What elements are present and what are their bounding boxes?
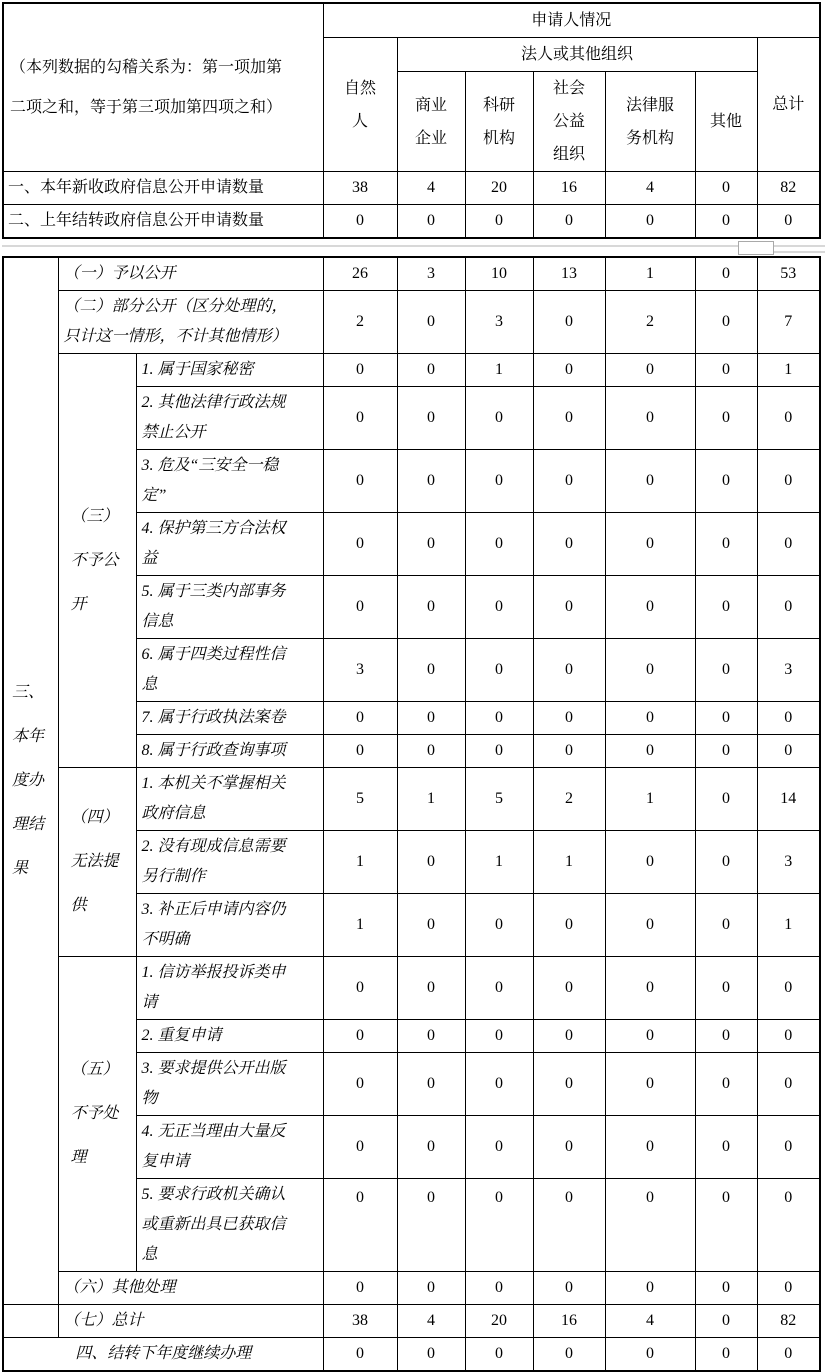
value-cell: 0	[533, 1116, 605, 1179]
separator-line	[2, 245, 825, 247]
value-cell: 0	[757, 387, 820, 450]
value-cell: 0	[695, 1305, 757, 1338]
value-cell: 4	[605, 1305, 695, 1338]
value-cell: 0	[533, 513, 605, 576]
value-cell: 0	[397, 831, 465, 894]
value-cell: 0	[465, 894, 533, 957]
value-cell: 0	[605, 1116, 695, 1179]
value-cell: 0	[323, 354, 397, 387]
value-cell: 0	[533, 1272, 605, 1305]
value-cell: 0	[465, 1053, 533, 1116]
value-cell: 0	[695, 576, 757, 639]
value-cell: 0	[757, 1053, 820, 1116]
row-label-carryover-next-year: 四、结转下年度继续办理	[3, 1338, 323, 1372]
value-cell: 0	[465, 205, 533, 239]
value-cell: 0	[465, 1338, 533, 1372]
value-cell: 0	[757, 957, 820, 1020]
value-cell: 0	[757, 735, 820, 768]
value-cell: 16	[533, 1305, 605, 1338]
value-cell: 0	[397, 354, 465, 387]
value-cell: 0	[695, 1272, 757, 1305]
item-label: 2. 没有现成信息需要另行制作	[136, 831, 323, 894]
value-cell: 0	[323, 735, 397, 768]
table-separator	[2, 239, 825, 256]
value-cell: 0	[533, 450, 605, 513]
value-cell: 0	[605, 387, 695, 450]
value-cell: 0	[605, 1020, 695, 1053]
row-label: （一）予以公开	[58, 257, 323, 291]
value-cell: 0	[605, 831, 695, 894]
value-cell: 0	[757, 513, 820, 576]
value-cell: 0	[605, 1272, 695, 1305]
table-row	[3, 354, 820, 387]
header-applicant-type: 科研机构	[465, 72, 533, 172]
group-label: （五）不予处理	[58, 957, 136, 1272]
value-cell: 1	[465, 354, 533, 387]
header-applicant-type: 商业企业	[397, 72, 465, 172]
value-cell: 0	[465, 1272, 533, 1305]
value-cell: 4	[605, 172, 695, 205]
value-cell: 13	[533, 257, 605, 291]
value-cell: 0	[605, 702, 695, 735]
value-cell: 1	[605, 768, 695, 831]
header-applicant-type: 社会公益组织	[533, 72, 605, 172]
value-cell: 0	[757, 1116, 820, 1179]
header-total: 总计	[757, 38, 820, 172]
value-cell: 0	[465, 513, 533, 576]
item-label: 5. 要求行政机关确认或重新出具已获取信息	[136, 1179, 323, 1272]
value-cell: 0	[323, 450, 397, 513]
table-resize-handle[interactable]	[738, 241, 774, 255]
value-cell: 0	[695, 702, 757, 735]
value-cell: 38	[323, 172, 397, 205]
item-label: 4. 保护第三方合法权益	[136, 513, 323, 576]
value-cell: 0	[695, 257, 757, 291]
value-cell: 0	[533, 1053, 605, 1116]
value-cell: 3	[757, 639, 820, 702]
value-cell: 0	[323, 702, 397, 735]
header-applicant-type: 其他	[695, 72, 757, 172]
value-cell: 0	[533, 894, 605, 957]
table-row	[3, 205, 820, 239]
section-label-annual-processing-results: 三、本年度办理结果	[3, 257, 58, 1305]
value-cell: 1	[397, 768, 465, 831]
value-cell: 4	[397, 172, 465, 205]
value-cell: 0	[465, 1020, 533, 1053]
value-cell: 0	[605, 1179, 695, 1272]
item-label: 1. 属于国家秘密	[136, 354, 323, 387]
value-cell: 26	[323, 257, 397, 291]
value-cell: 3	[397, 257, 465, 291]
row-label: 一、本年新收政府信息公开申请数量	[3, 172, 323, 205]
value-cell: 0	[397, 1116, 465, 1179]
value-cell: 0	[323, 1020, 397, 1053]
row-label: （六）其他处理	[58, 1272, 323, 1305]
value-cell: 0	[695, 1053, 757, 1116]
value-cell: 0	[323, 1272, 397, 1305]
value-cell: 0	[605, 354, 695, 387]
value-cell: 0	[533, 205, 605, 239]
value-cell: 0	[397, 702, 465, 735]
value-cell: 0	[397, 639, 465, 702]
value-cell: 5	[465, 768, 533, 831]
value-cell: 0	[397, 894, 465, 957]
value-cell: 0	[533, 702, 605, 735]
row-label: （七）总计	[58, 1305, 323, 1338]
value-cell: 0	[605, 450, 695, 513]
value-cell: 0	[397, 387, 465, 450]
item-label: 4. 无正当理由大量反复申请	[136, 1116, 323, 1179]
value-cell: 0	[323, 387, 397, 450]
item-label: 1. 本机关不掌握相关政府信息	[136, 768, 323, 831]
value-cell: 0	[757, 205, 820, 239]
value-cell: 0	[397, 1338, 465, 1372]
header-applicant-type: 法律服务机构	[605, 72, 695, 172]
value-cell: 0	[533, 957, 605, 1020]
value-cell: 0	[533, 1338, 605, 1372]
value-cell: 0	[465, 1179, 533, 1272]
value-cell: 0	[695, 831, 757, 894]
value-cell: 3	[323, 639, 397, 702]
value-cell: 0	[397, 735, 465, 768]
value-cell: 0	[465, 957, 533, 1020]
row-label: 二、上年结转政府信息公开申请数量	[3, 205, 323, 239]
value-cell: 1	[757, 894, 820, 957]
value-cell: 0	[605, 513, 695, 576]
value-cell: 0	[605, 957, 695, 1020]
value-cell: 4	[397, 1305, 465, 1338]
table-row	[3, 291, 820, 354]
value-cell: 2	[323, 291, 397, 354]
value-cell: 0	[695, 735, 757, 768]
value-cell: 20	[465, 172, 533, 205]
value-cell: 0	[757, 450, 820, 513]
value-cell: 0	[323, 957, 397, 1020]
value-cell: 0	[397, 576, 465, 639]
value-cell: 1	[323, 831, 397, 894]
value-cell: 53	[757, 257, 820, 291]
item-label: 6. 属于四类过程性信息	[136, 639, 323, 702]
header-applicant-situation: 申请人情况	[323, 3, 820, 38]
value-cell: 0	[397, 1053, 465, 1116]
value-cell: 0	[695, 1338, 757, 1372]
value-cell: 0	[695, 291, 757, 354]
value-cell: 82	[757, 1305, 820, 1338]
value-cell: 0	[605, 576, 695, 639]
group-label: （三）不予公开	[58, 354, 136, 768]
item-label: 2. 其他法律行政法规禁止公开	[136, 387, 323, 450]
value-cell: 3	[465, 291, 533, 354]
item-label: 2. 重复申请	[136, 1020, 323, 1053]
item-label: 1. 信访举报投诉类申请	[136, 957, 323, 1020]
table-row	[3, 1272, 820, 1305]
table-row	[3, 257, 820, 291]
value-cell: 0	[757, 702, 820, 735]
value-cell: 0	[397, 291, 465, 354]
value-cell: 0	[397, 1020, 465, 1053]
value-cell: 0	[695, 1116, 757, 1179]
value-cell: 82	[757, 172, 820, 205]
value-cell: 0	[465, 576, 533, 639]
item-label: 8. 属于行政查询事项	[136, 735, 323, 768]
item-label: 5. 属于三类内部事务信息	[136, 576, 323, 639]
value-cell: 7	[757, 291, 820, 354]
value-cell: 0	[605, 1053, 695, 1116]
value-cell: 0	[465, 639, 533, 702]
value-cell: 5	[323, 768, 397, 831]
value-cell: 0	[397, 450, 465, 513]
value-cell: 0	[323, 513, 397, 576]
value-cell: 0	[605, 205, 695, 239]
value-cell: 0	[533, 735, 605, 768]
value-cell: 0	[323, 1116, 397, 1179]
value-cell: 16	[533, 172, 605, 205]
value-cell: 0	[397, 1272, 465, 1305]
empty-cell	[3, 1305, 58, 1338]
value-cell: 0	[757, 1272, 820, 1305]
value-cell: 0	[695, 387, 757, 450]
value-cell: 0	[323, 205, 397, 239]
value-cell: 0	[605, 1338, 695, 1372]
table-row	[3, 768, 820, 831]
value-cell: 14	[757, 768, 820, 831]
row-label: （二）部分公开（区分处理的，只计这一情形，不计其他情形）	[58, 291, 323, 354]
value-cell: 0	[533, 1179, 605, 1272]
value-cell: 0	[695, 354, 757, 387]
value-cell: 0	[533, 1020, 605, 1053]
value-cell: 0	[323, 1053, 397, 1116]
value-cell: 0	[465, 387, 533, 450]
value-cell: 0	[695, 205, 757, 239]
value-cell: 10	[465, 257, 533, 291]
applications-table	[2, 2, 821, 239]
value-cell: 0	[695, 1020, 757, 1053]
value-cell: 0	[533, 387, 605, 450]
item-label: 3. 补正后申请内容仍不明确	[136, 894, 323, 957]
value-cell: 0	[695, 768, 757, 831]
group-label: （四）无法提供	[58, 768, 136, 957]
value-cell: 0	[323, 1338, 397, 1372]
value-cell: 0	[397, 1179, 465, 1272]
item-label: 7. 属于行政执法案卷	[136, 702, 323, 735]
value-cell: 0	[465, 702, 533, 735]
separator-line-segment	[772, 251, 825, 253]
value-cell: 0	[397, 513, 465, 576]
value-cell: 0	[757, 576, 820, 639]
value-cell: 0	[397, 957, 465, 1020]
value-cell: 0	[695, 894, 757, 957]
value-cell: 1	[465, 831, 533, 894]
value-cell: 0	[533, 291, 605, 354]
reconciliation-note: （本列数据的勾稽关系为：第一项加第二项之和，等于第三项加第四项之和）	[3, 3, 323, 172]
item-label: 3. 危及“三安全一稳定”	[136, 450, 323, 513]
value-cell: 0	[465, 735, 533, 768]
value-cell: 0	[695, 639, 757, 702]
value-cell: 0	[605, 735, 695, 768]
value-cell: 2	[605, 291, 695, 354]
value-cell: 3	[757, 831, 820, 894]
value-cell: 0	[695, 1179, 757, 1272]
value-cell: 0	[323, 576, 397, 639]
table-row	[3, 172, 820, 205]
value-cell: 0	[465, 1116, 533, 1179]
value-cell: 0	[605, 639, 695, 702]
value-cell: 0	[695, 450, 757, 513]
value-cell: 0	[695, 957, 757, 1020]
value-cell: 1	[605, 257, 695, 291]
header-legal-or-other-org: 法人或其他组织	[397, 38, 757, 72]
value-cell: 0	[757, 1020, 820, 1053]
value-cell: 0	[605, 894, 695, 957]
value-cell: 1	[757, 354, 820, 387]
table-row	[3, 1338, 820, 1372]
processing-results-table	[2, 256, 821, 1372]
value-cell: 0	[695, 172, 757, 205]
value-cell: 1	[323, 894, 397, 957]
value-cell: 0	[323, 1179, 397, 1272]
value-cell: 38	[323, 1305, 397, 1338]
value-cell: 0	[533, 639, 605, 702]
value-cell: 1	[533, 831, 605, 894]
value-cell: 0	[533, 576, 605, 639]
value-cell: 0	[533, 354, 605, 387]
value-cell: 0	[757, 1179, 820, 1272]
value-cell: 0	[695, 513, 757, 576]
value-cell: 2	[533, 768, 605, 831]
item-label: 3. 要求提供公开出版物	[136, 1053, 323, 1116]
value-cell: 0	[397, 205, 465, 239]
table-row	[3, 1305, 820, 1338]
value-cell: 0	[465, 450, 533, 513]
value-cell: 0	[757, 1338, 820, 1372]
header-natural-person: 自然人	[323, 38, 397, 172]
value-cell: 20	[465, 1305, 533, 1338]
table-row	[3, 957, 820, 1020]
